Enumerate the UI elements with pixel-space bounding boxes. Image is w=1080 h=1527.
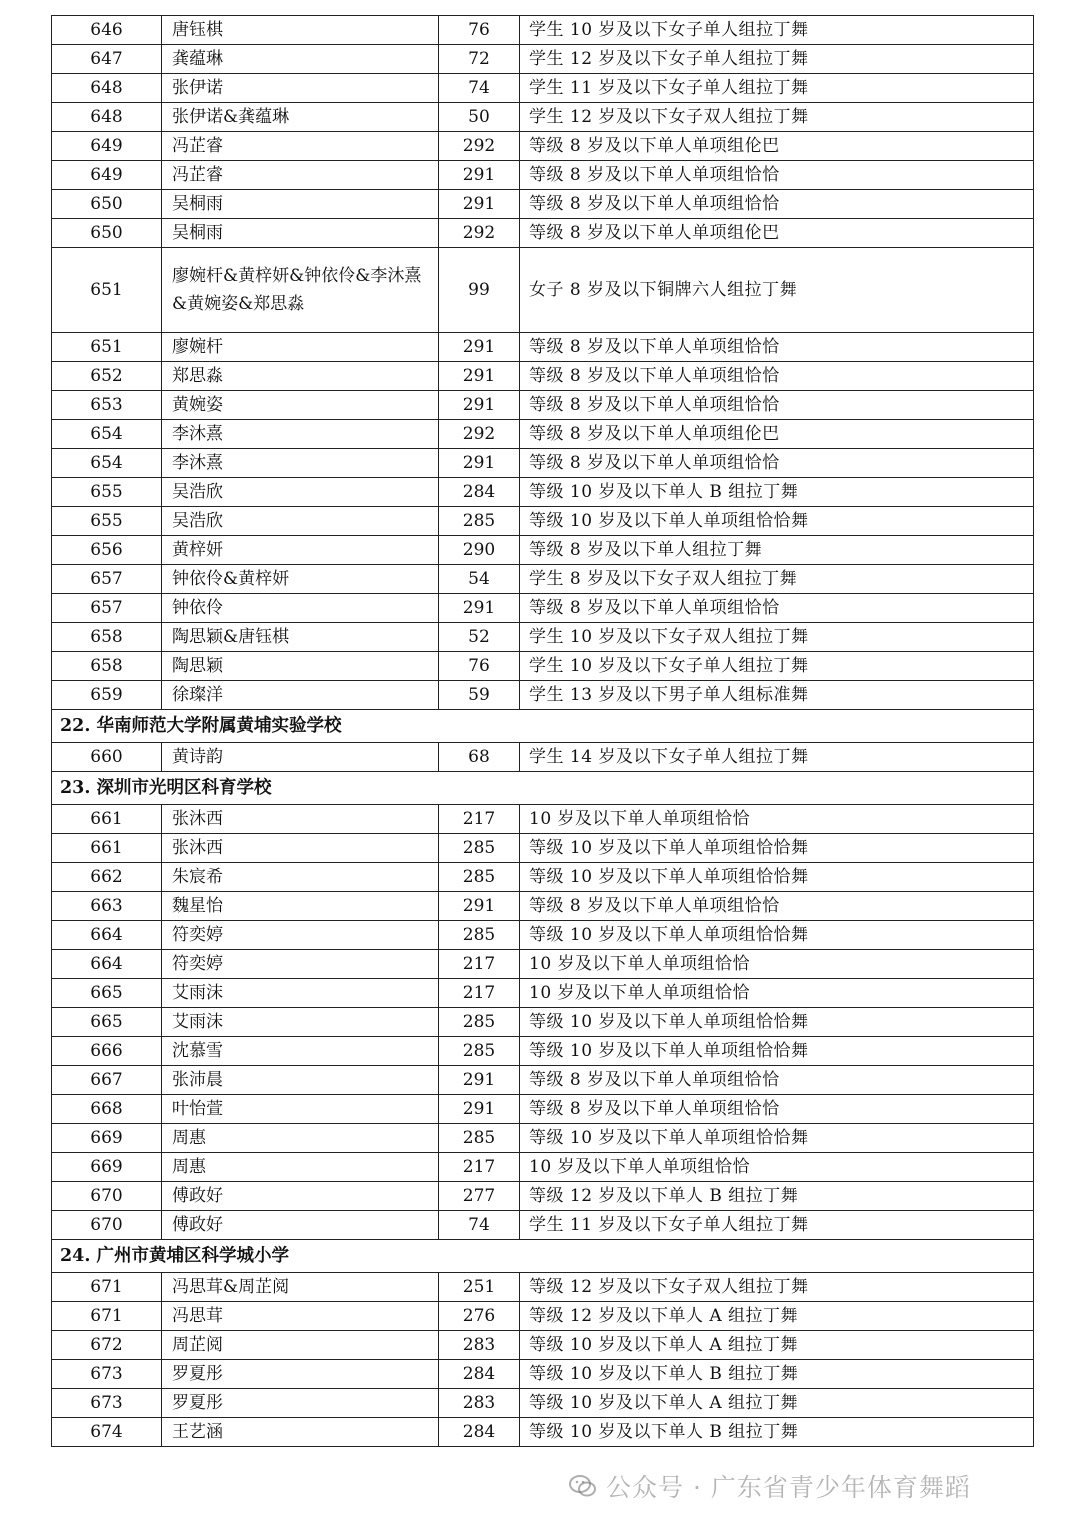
table-row	[52, 623, 1034, 652]
entry-number: 672	[52, 1331, 162, 1360]
athlete-name: 龚蕴琳	[162, 45, 439, 74]
table-row	[52, 1008, 1034, 1037]
event-name: 等级 8 岁及以下单人单项组恰恰	[520, 1066, 1034, 1095]
school-section-header	[52, 772, 1034, 805]
table-row	[52, 1418, 1034, 1447]
event-code: 291	[439, 391, 520, 420]
entry-number: 665	[52, 979, 162, 1008]
athlete-name: 叶怡萱	[162, 1095, 439, 1124]
event-name: 等级 8 岁及以下单人单项组伦巴	[520, 219, 1034, 248]
school-name: 23. 深圳市光明区科育学校	[52, 772, 1034, 805]
event-code: 52	[439, 623, 520, 652]
event-name: 等级 10 岁及以下单人 B 组拉丁舞	[520, 1360, 1034, 1389]
entry-number: 661	[52, 805, 162, 834]
watermark-text: 公众号 · 广东省青少年体育舞蹈	[606, 1473, 971, 1502]
table-row	[52, 1273, 1034, 1302]
entry-number: 650	[52, 190, 162, 219]
event-name: 等级 8 岁及以下单人组拉丁舞	[520, 536, 1034, 565]
table-row	[52, 1182, 1034, 1211]
entry-number: 670	[52, 1211, 162, 1240]
table-row	[52, 743, 1034, 772]
event-name: 等级 8 岁及以下单人单项组恰恰	[520, 1095, 1034, 1124]
table-row	[52, 1360, 1034, 1389]
entry-number: 648	[52, 103, 162, 132]
table-row	[52, 248, 1034, 333]
entry-number: 669	[52, 1124, 162, 1153]
athlete-name: 吴桐雨	[162, 190, 439, 219]
entry-number: 665	[52, 1008, 162, 1037]
event-name: 等级 8 岁及以下单人单项组恰恰	[520, 333, 1034, 362]
event-name: 学生 13 岁及以下男子单人组标准舞	[520, 681, 1034, 710]
table-row	[52, 863, 1034, 892]
table-row	[52, 594, 1034, 623]
school-section-header	[52, 710, 1034, 743]
event-name: 等级 10 岁及以下单人 B 组拉丁舞	[520, 1418, 1034, 1447]
athlete-name: 李沐熹	[162, 420, 439, 449]
table-row	[52, 478, 1034, 507]
athlete-name: 沈慕雪	[162, 1037, 439, 1066]
event-name: 等级 10 岁及以下单人单项组恰恰舞	[520, 834, 1034, 863]
event-name: 等级 8 岁及以下单人单项组伦巴	[520, 420, 1034, 449]
event-code: 72	[439, 45, 520, 74]
event-code: 285	[439, 834, 520, 863]
entry-number: 657	[52, 565, 162, 594]
athlete-name: 周惠	[162, 1124, 439, 1153]
event-code: 291	[439, 449, 520, 478]
event-code: 76	[439, 652, 520, 681]
event-code: 291	[439, 892, 520, 921]
table-row	[52, 1037, 1034, 1066]
athlete-name: 张伊诺	[162, 74, 439, 103]
event-name: 10 岁及以下单人单项组恰恰	[520, 805, 1034, 834]
entry-number: 673	[52, 1389, 162, 1418]
athlete-name: 唐钰棋	[162, 16, 439, 45]
event-code: 291	[439, 362, 520, 391]
entry-number: 652	[52, 362, 162, 391]
event-name: 等级 8 岁及以下单人单项组恰恰	[520, 362, 1034, 391]
table-row	[52, 681, 1034, 710]
table-row	[52, 45, 1034, 74]
event-name: 等级 12 岁及以下女子双人组拉丁舞	[520, 1273, 1034, 1302]
event-code: 76	[439, 16, 520, 45]
athlete-name: 钟依伶	[162, 594, 439, 623]
athlete-name: 周芷阅	[162, 1331, 439, 1360]
event-code: 285	[439, 863, 520, 892]
event-code: 285	[439, 1008, 520, 1037]
event-name: 10 岁及以下单人单项组恰恰	[520, 950, 1034, 979]
table-row	[52, 536, 1034, 565]
event-code: 291	[439, 190, 520, 219]
athlete-name: 周惠	[162, 1153, 439, 1182]
entry-number: 655	[52, 507, 162, 536]
table-row	[52, 921, 1034, 950]
table-row	[52, 16, 1034, 45]
table-row	[52, 565, 1034, 594]
athlete-name: 王艺涵	[162, 1418, 439, 1447]
table-row	[52, 950, 1034, 979]
table-row	[52, 1211, 1034, 1240]
table-row	[52, 362, 1034, 391]
event-name: 学生 12 岁及以下女子单人组拉丁舞	[520, 45, 1034, 74]
athlete-name: 艾雨沫	[162, 979, 439, 1008]
entry-number: 659	[52, 681, 162, 710]
event-code: 292	[439, 132, 520, 161]
entry-number: 649	[52, 132, 162, 161]
entry-number: 667	[52, 1066, 162, 1095]
event-code: 217	[439, 979, 520, 1008]
entry-number: 668	[52, 1095, 162, 1124]
event-code: 276	[439, 1302, 520, 1331]
athlete-name: 陶思颖	[162, 652, 439, 681]
athlete-name: 魏星怡	[162, 892, 439, 921]
entry-number: 650	[52, 219, 162, 248]
table-row	[52, 1331, 1034, 1360]
event-name: 等级 12 岁及以下单人 B 组拉丁舞	[520, 1182, 1034, 1211]
event-code: 292	[439, 219, 520, 248]
athlete-name: 傅政好	[162, 1182, 439, 1211]
athlete-name: 郑思淼	[162, 362, 439, 391]
athlete-name: 黄婉姿	[162, 391, 439, 420]
athlete-name: 李沐熹	[162, 449, 439, 478]
entry-number: 653	[52, 391, 162, 420]
athlete-name: 张沐西	[162, 834, 439, 863]
event-name: 等级 8 岁及以下单人单项组恰恰	[520, 161, 1034, 190]
event-code: 68	[439, 743, 520, 772]
table-row	[52, 834, 1034, 863]
event-code: 251	[439, 1273, 520, 1302]
entry-number: 662	[52, 863, 162, 892]
entry-number: 647	[52, 45, 162, 74]
table-row	[52, 132, 1034, 161]
event-name: 学生 10 岁及以下女子双人组拉丁舞	[520, 623, 1034, 652]
entry-number: 649	[52, 161, 162, 190]
registration-table-body	[52, 16, 1034, 1447]
table-row	[52, 333, 1034, 362]
event-name: 等级 8 岁及以下单人单项组恰恰	[520, 391, 1034, 420]
event-name: 等级 8 岁及以下单人单项组恰恰	[520, 190, 1034, 219]
entry-number: 661	[52, 834, 162, 863]
event-code: 217	[439, 1153, 520, 1182]
entry-number: 654	[52, 420, 162, 449]
event-code: 283	[439, 1389, 520, 1418]
event-name: 学生 11 岁及以下女子单人组拉丁舞	[520, 1211, 1034, 1240]
entry-number: 669	[52, 1153, 162, 1182]
athlete-name: 艾雨沫	[162, 1008, 439, 1037]
athlete-name: 罗夏彤	[162, 1389, 439, 1418]
event-code: 284	[439, 478, 520, 507]
event-code: 99	[439, 248, 520, 333]
event-name: 女子 8 岁及以下铜牌六人组拉丁舞	[520, 248, 1034, 333]
event-code: 291	[439, 1095, 520, 1124]
event-name: 等级 8 岁及以下单人单项组恰恰	[520, 449, 1034, 478]
table-row	[52, 74, 1034, 103]
athlete-name: 吴桐雨	[162, 219, 439, 248]
event-code: 50	[439, 103, 520, 132]
event-name: 学生 8 岁及以下女子双人组拉丁舞	[520, 565, 1034, 594]
event-name: 等级 10 岁及以下单人 B 组拉丁舞	[520, 478, 1034, 507]
athlete-name: 符奕婷	[162, 950, 439, 979]
event-name: 等级 10 岁及以下单人单项组恰恰舞	[520, 1008, 1034, 1037]
table-row	[52, 420, 1034, 449]
entry-number: 664	[52, 950, 162, 979]
entry-number: 658	[52, 652, 162, 681]
event-name: 等级 8 岁及以下单人单项组恰恰	[520, 892, 1034, 921]
athlete-name: 冯芷睿	[162, 161, 439, 190]
table-row	[52, 652, 1034, 681]
event-code: 290	[439, 536, 520, 565]
event-code: 291	[439, 594, 520, 623]
event-code: 285	[439, 1124, 520, 1153]
entry-number: 658	[52, 623, 162, 652]
school-section-header	[52, 1240, 1034, 1273]
event-name: 等级 10 岁及以下单人单项组恰恰舞	[520, 863, 1034, 892]
event-name: 等级 8 岁及以下单人单项组伦巴	[520, 132, 1034, 161]
table-row	[52, 103, 1034, 132]
event-code: 285	[439, 507, 520, 536]
event-name: 等级 10 岁及以下单人 A 组拉丁舞	[520, 1331, 1034, 1360]
athlete-name: 张沛晨	[162, 1066, 439, 1095]
school-name: 22. 华南师范大学附属黄埔实验学校	[52, 710, 1034, 743]
event-name: 10 岁及以下单人单项组恰恰	[520, 979, 1034, 1008]
athlete-name: 张伊诺&龚蕴琳	[162, 103, 439, 132]
event-code: 74	[439, 1211, 520, 1240]
event-name: 等级 12 岁及以下单人 A 组拉丁舞	[520, 1302, 1034, 1331]
table-row	[52, 190, 1034, 219]
athlete-name: 钟依伶&黄梓妍	[162, 565, 439, 594]
table-row	[52, 1095, 1034, 1124]
table-row	[52, 1153, 1034, 1182]
table-row	[52, 161, 1034, 190]
event-name: 学生 14 岁及以下女子单人组拉丁舞	[520, 743, 1034, 772]
event-name: 等级 8 岁及以下单人单项组恰恰	[520, 594, 1034, 623]
event-code: 291	[439, 161, 520, 190]
event-code: 285	[439, 1037, 520, 1066]
table-row	[52, 219, 1034, 248]
event-code: 284	[439, 1418, 520, 1447]
event-code: 285	[439, 921, 520, 950]
athlete-name: 廖婉杆&黄梓妍&钟依伶&李沐熹&黄婉姿&郑思淼	[162, 248, 439, 333]
watermark	[568, 1466, 971, 1506]
event-name: 10 岁及以下单人单项组恰恰	[520, 1153, 1034, 1182]
event-name: 学生 10 岁及以下女子单人组拉丁舞	[520, 16, 1034, 45]
athlete-name: 廖婉杆	[162, 333, 439, 362]
entry-number: 646	[52, 16, 162, 45]
entry-number: 654	[52, 449, 162, 478]
event-name: 学生 12 岁及以下女子双人组拉丁舞	[520, 103, 1034, 132]
entry-number: 656	[52, 536, 162, 565]
athlete-name: 冯芷睿	[162, 132, 439, 161]
athlete-name: 吴浩欣	[162, 478, 439, 507]
event-code: 54	[439, 565, 520, 594]
athlete-name: 冯思茸	[162, 1302, 439, 1331]
athlete-name: 黄诗韵	[162, 743, 439, 772]
registration-table	[51, 15, 1034, 1447]
event-name: 学生 11 岁及以下女子单人组拉丁舞	[520, 74, 1034, 103]
event-code: 291	[439, 1066, 520, 1095]
entry-number: 660	[52, 743, 162, 772]
table-row	[52, 979, 1034, 1008]
event-name: 等级 10 岁及以下单人单项组恰恰舞	[520, 921, 1034, 950]
event-code: 292	[439, 420, 520, 449]
event-code: 284	[439, 1360, 520, 1389]
entry-number: 648	[52, 74, 162, 103]
athlete-name: 罗夏彤	[162, 1360, 439, 1389]
entry-number: 671	[52, 1302, 162, 1331]
table-row	[52, 805, 1034, 834]
school-name: 24. 广州市黄埔区科学城小学	[52, 1240, 1034, 1273]
table-row	[52, 892, 1034, 921]
event-code: 217	[439, 805, 520, 834]
event-code: 59	[439, 681, 520, 710]
event-code: 291	[439, 333, 520, 362]
athlete-name: 徐璨洋	[162, 681, 439, 710]
event-name: 等级 10 岁及以下单人单项组恰恰舞	[520, 1037, 1034, 1066]
table-row	[52, 507, 1034, 536]
entry-number: 657	[52, 594, 162, 623]
athlete-name: 朱宸希	[162, 863, 439, 892]
athlete-name: 陶思颖&唐钰棋	[162, 623, 439, 652]
event-code: 217	[439, 950, 520, 979]
athlete-name: 傅政好	[162, 1211, 439, 1240]
athlete-name: 吴浩欣	[162, 507, 439, 536]
wechat-icon	[568, 1471, 598, 1501]
entry-number: 655	[52, 478, 162, 507]
entry-number: 673	[52, 1360, 162, 1389]
entry-number: 651	[52, 333, 162, 362]
event-code: 74	[439, 74, 520, 103]
event-name: 等级 10 岁及以下单人单项组恰恰舞	[520, 507, 1034, 536]
entry-number: 674	[52, 1418, 162, 1447]
table-row	[52, 391, 1034, 420]
event-code: 283	[439, 1331, 520, 1360]
table-row	[52, 1124, 1034, 1153]
table-row	[52, 1389, 1034, 1418]
entry-number: 663	[52, 892, 162, 921]
athlete-name: 黄梓妍	[162, 536, 439, 565]
athlete-name: 冯思茸&周芷阅	[162, 1273, 439, 1302]
event-name: 等级 10 岁及以下单人单项组恰恰舞	[520, 1124, 1034, 1153]
event-name: 学生 10 岁及以下女子单人组拉丁舞	[520, 652, 1034, 681]
athlete-name: 符奕婷	[162, 921, 439, 950]
entry-number: 670	[52, 1182, 162, 1211]
table-row	[52, 1066, 1034, 1095]
entry-number: 671	[52, 1273, 162, 1302]
table-row	[52, 449, 1034, 478]
table-row	[52, 1302, 1034, 1331]
event-code: 277	[439, 1182, 520, 1211]
athlete-name: 张沐西	[162, 805, 439, 834]
entry-number: 664	[52, 921, 162, 950]
entry-number: 651	[52, 248, 162, 333]
entry-number: 666	[52, 1037, 162, 1066]
event-name: 等级 10 岁及以下单人 A 组拉丁舞	[520, 1389, 1034, 1418]
